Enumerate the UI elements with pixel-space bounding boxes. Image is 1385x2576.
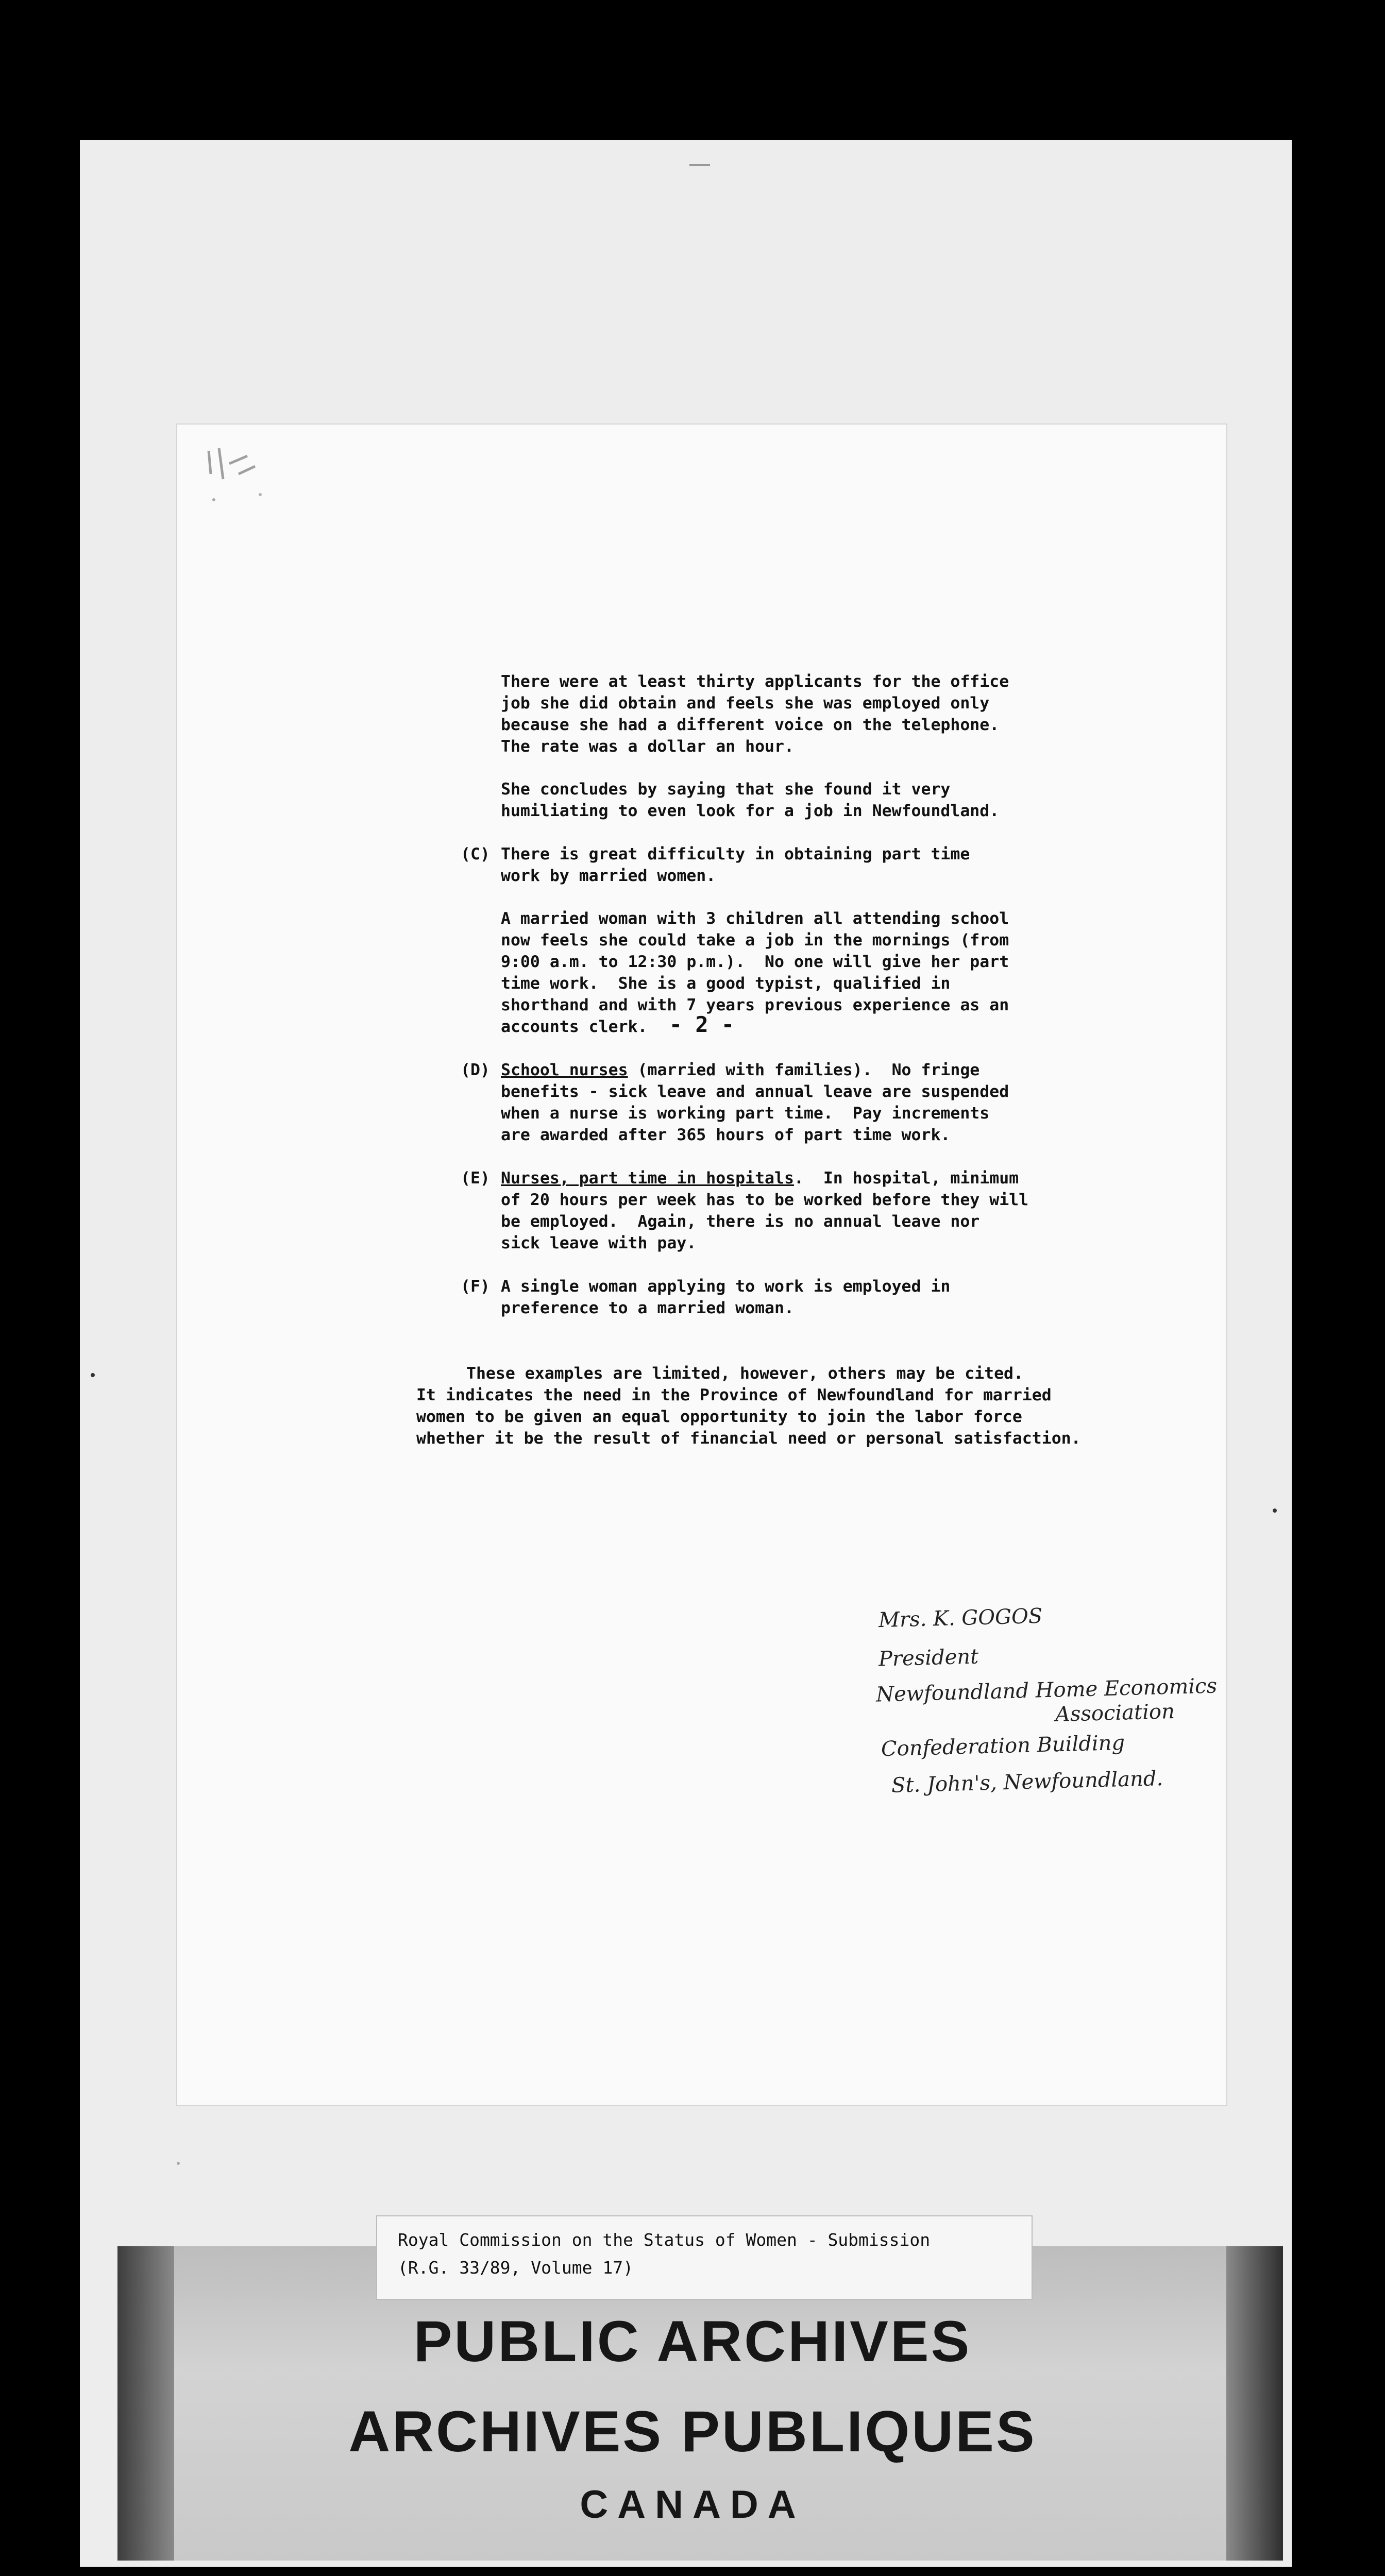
item-marker-f: (F)	[461, 1277, 490, 1296]
paragraph-line-d	[501, 1059, 979, 1081]
paragraph-line: shorthand and with 7 years previous experience as an	[501, 996, 1009, 1014]
paragraph-line: accounts clerk.	[501, 1018, 648, 1036]
paragraph-line: now feels she could take a job in the mornings (from	[501, 931, 1009, 950]
corner-smudge	[198, 443, 286, 510]
paragraph-line: be employed. Again, there is no annual leave nor	[501, 1212, 980, 1231]
underlined-heading: Nurses, part time in hospitals	[501, 1169, 794, 1188]
item-marker-e: (E)	[461, 1169, 490, 1188]
paragraph-line: preference to a married woman.	[501, 1299, 794, 1317]
stamp-archives-publiques: ARCHIVES PUBLIQUES	[348, 2399, 1037, 2464]
inline-text: (married with families). No fringe	[628, 1061, 980, 1079]
item-marker-c: (C)	[461, 845, 490, 863]
signature-building: Confederation Building	[881, 1731, 1125, 1761]
paragraph-line: women to be given an equal opportunity to join the labor force	[416, 1408, 1022, 1426]
label-title: Royal Commission on the Status of Women - Submission	[398, 2230, 931, 2250]
top-tick-mark	[689, 164, 710, 166]
collection-label	[376, 2215, 1033, 2300]
signature-organization: Newfoundland Home Economics	[875, 1674, 1218, 1707]
paragraph-line: There were at least thirty applicants for the office	[501, 672, 1009, 691]
paragraph-line: because she had a different voice on the telephone.	[501, 716, 1000, 734]
stamp-public-archives: PUBLIC ARCHIVES	[413, 2309, 972, 2374]
signature-city: St. John's, Newfoundland.	[891, 1767, 1163, 1798]
label-reference: (R.G. 33/89, Volume 17)	[398, 2258, 633, 2278]
stamp-canada: CANADA	[580, 2483, 805, 2527]
paragraph-line: sick leave with pay.	[501, 1234, 697, 1252]
signature-name: Mrs. K. GOGOS	[878, 1604, 1043, 1633]
paragraph-line: 9:00 a.m. to 12:30 p.m.). No one will give her part	[501, 953, 1009, 971]
paragraph-line: of 20 hours per week has to be worked before they will	[501, 1191, 1029, 1209]
stray-mark	[177, 2162, 180, 2165]
paragraph-line: when a nurse is working part time. Pay increments	[501, 1104, 990, 1123]
item-marker-d: (D)	[461, 1061, 490, 1079]
paragraph-line: A single woman applying to work is employed in	[501, 1277, 951, 1296]
paragraph-line: It indicates the need in the Province of Newfoundland for married	[416, 1386, 1052, 1404]
paragraph-line: job she did obtain and feels she was employed only	[501, 694, 990, 713]
paragraph-line-e	[501, 1167, 1019, 1189]
paragraph-line: time work. She is a good typist, qualified in	[501, 974, 951, 993]
inline-text: . In hospital, minimum	[793, 1169, 1019, 1188]
stray-mark	[91, 1373, 95, 1377]
stray-mark	[1273, 1509, 1277, 1513]
paragraph-line: The rate was a dollar an hour.	[501, 737, 794, 756]
paragraph-line: There is great difficulty in obtaining part time	[501, 845, 970, 863]
paragraph-line: are awarded after 365 hours of part time work.	[501, 1126, 951, 1144]
page-number: - 2 -	[669, 1012, 735, 1037]
underlined-heading: School nurses	[501, 1061, 628, 1079]
paragraph-line: work by married women.	[501, 867, 716, 885]
paragraph-line: She concludes by saying that she found it very	[501, 780, 951, 799]
paragraph-line: whether it be the result of financial need or personal satisfaction.	[416, 1429, 1081, 1448]
signature-title: President	[878, 1645, 979, 1671]
signature-organization-cont: Association	[1055, 1699, 1175, 1727]
paragraph-line: humiliating to even look for a job in Newfoundland.	[501, 802, 1000, 820]
paragraph-line: A married woman with 3 children all attending school	[501, 909, 1009, 928]
paragraph-line: benefits - sick leave and annual leave are suspended	[501, 1082, 1009, 1101]
paragraph-line: These examples are limited, however, others may be cited.	[466, 1364, 1023, 1383]
